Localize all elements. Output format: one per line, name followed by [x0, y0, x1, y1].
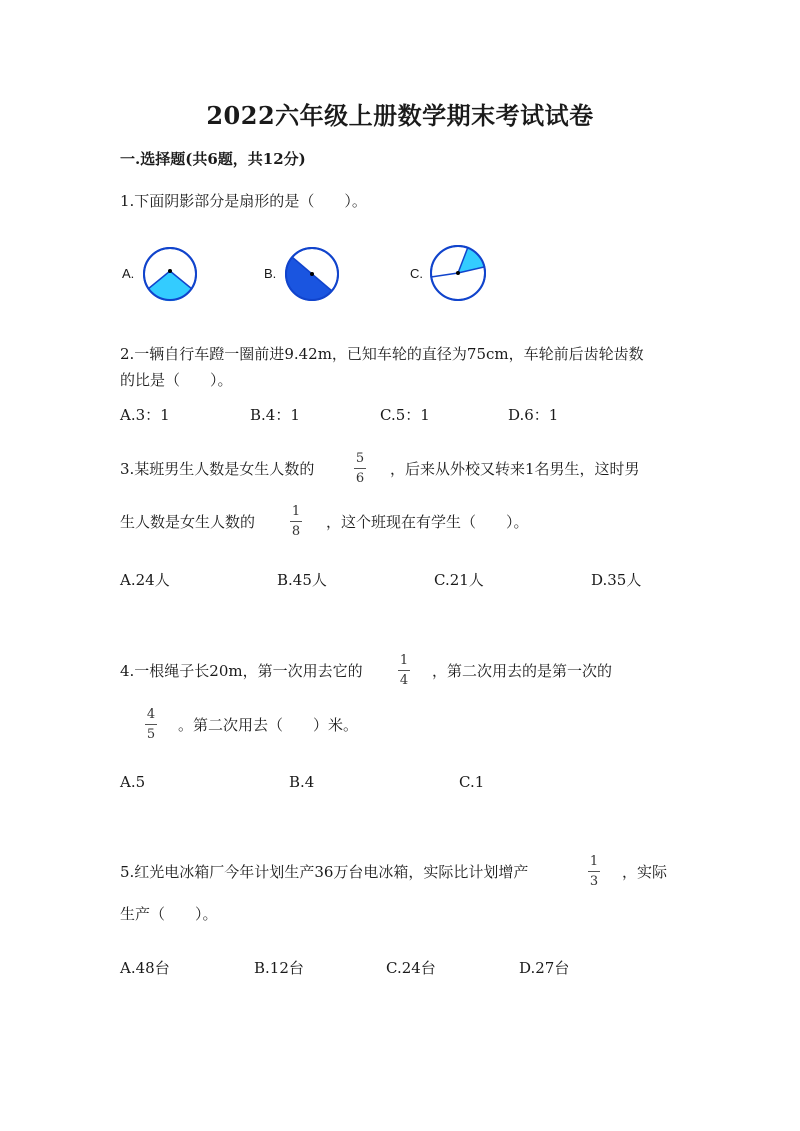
q1-figure-a	[141, 245, 199, 303]
question-2-line-1: 2.一辆自行车蹬一圈前进9.42m，已知车轮的直径为75cm，车轮前后齿轮齿数	[120, 345, 644, 363]
q4-fraction-1-denominator: 4	[399, 673, 409, 688]
fraction-bar	[398, 670, 410, 671]
question-5-line-1b: ，实际	[622, 863, 668, 881]
fraction-bar	[588, 871, 600, 872]
q4-fraction-2	[145, 708, 157, 741]
q3-option-a: A.24人	[120, 571, 170, 589]
q4-fraction-2-denominator: 5	[146, 727, 156, 742]
q1-label-a: A.	[122, 266, 135, 281]
q5-option-d: D.27台	[519, 959, 570, 977]
q3-fraction-2-denominator: 8	[291, 524, 301, 539]
question-3-line-2a: 生人数是女生人数的	[120, 513, 256, 531]
q3-option-b: B.45人	[277, 571, 327, 589]
fraction-bar	[354, 468, 366, 469]
q5-fraction-1	[588, 855, 600, 888]
q4-fraction-1-numerator: 1	[399, 653, 409, 668]
q5-option-a: A.48台	[120, 959, 170, 977]
q3-fraction-2	[290, 505, 302, 538]
q3-option-c: C.21人	[434, 571, 484, 589]
fraction-bar	[290, 521, 302, 522]
q5-fraction-1-numerator: 1	[589, 854, 599, 869]
q3-fraction-1-numerator: 5	[355, 451, 365, 466]
q4-fraction-1	[398, 654, 410, 687]
question-3-line-1b: ，后来从外校又转来1名男生，这时男	[390, 460, 640, 478]
fraction-bar	[145, 724, 157, 725]
question-4-line-1b: ，第二次用去的是第一次的	[432, 662, 613, 680]
q2-option-c: C.5：1	[380, 406, 430, 424]
q3-option-d: D.35人	[591, 571, 642, 589]
q1-label-c: C.	[410, 266, 423, 281]
q2-option-b: B.4：1	[250, 406, 300, 424]
q4-option-c: C.1	[459, 773, 485, 791]
q3-fraction-2-numerator: 1	[291, 504, 301, 519]
question-1-text: 1.下面阴影部分是扇形的是（ ）。	[120, 192, 367, 210]
q3-fraction-1-denominator: 6	[355, 471, 365, 486]
page-title: 2022六年级上册数学期末考试试卷	[206, 101, 594, 130]
question-2-line-2: 的比是（ ）。	[120, 371, 233, 389]
q4-option-a: A.5	[120, 773, 146, 791]
q4-fraction-2-numerator: 4	[146, 707, 156, 722]
q1-figure-b	[283, 245, 341, 303]
question-3-line-1a: 3.某班男生人数是女生人数的	[120, 460, 315, 478]
q5-option-b: B.12台	[254, 959, 304, 977]
q1-figure-c	[428, 243, 488, 303]
question-5-line-1a: 5.红光电冰箱厂今年计划生产36万台电冰箱，实际比计划增产	[120, 863, 529, 881]
q1-label-b: B.	[264, 266, 277, 281]
question-4-line-1a: 4.一根绳子长20m，第一次用去它的	[120, 662, 363, 680]
question-4-line-2b: 。第二次用去（ ）米。	[178, 716, 359, 734]
q5-option-c: C.24台	[386, 959, 436, 977]
q3-fraction-1	[354, 452, 366, 485]
question-3-line-2b: ，这个班现在有学生（ ）。	[326, 513, 529, 531]
q2-option-a: A.3：1	[120, 406, 170, 424]
q5-fraction-1-denominator: 3	[589, 874, 599, 889]
question-5-line-2: 生产（ ）。	[120, 905, 218, 923]
section-heading: 一.选择题(共6题，共12分)	[120, 150, 306, 168]
q4-option-b: B.4	[289, 773, 315, 791]
q2-option-d: D.6：1	[508, 406, 559, 424]
